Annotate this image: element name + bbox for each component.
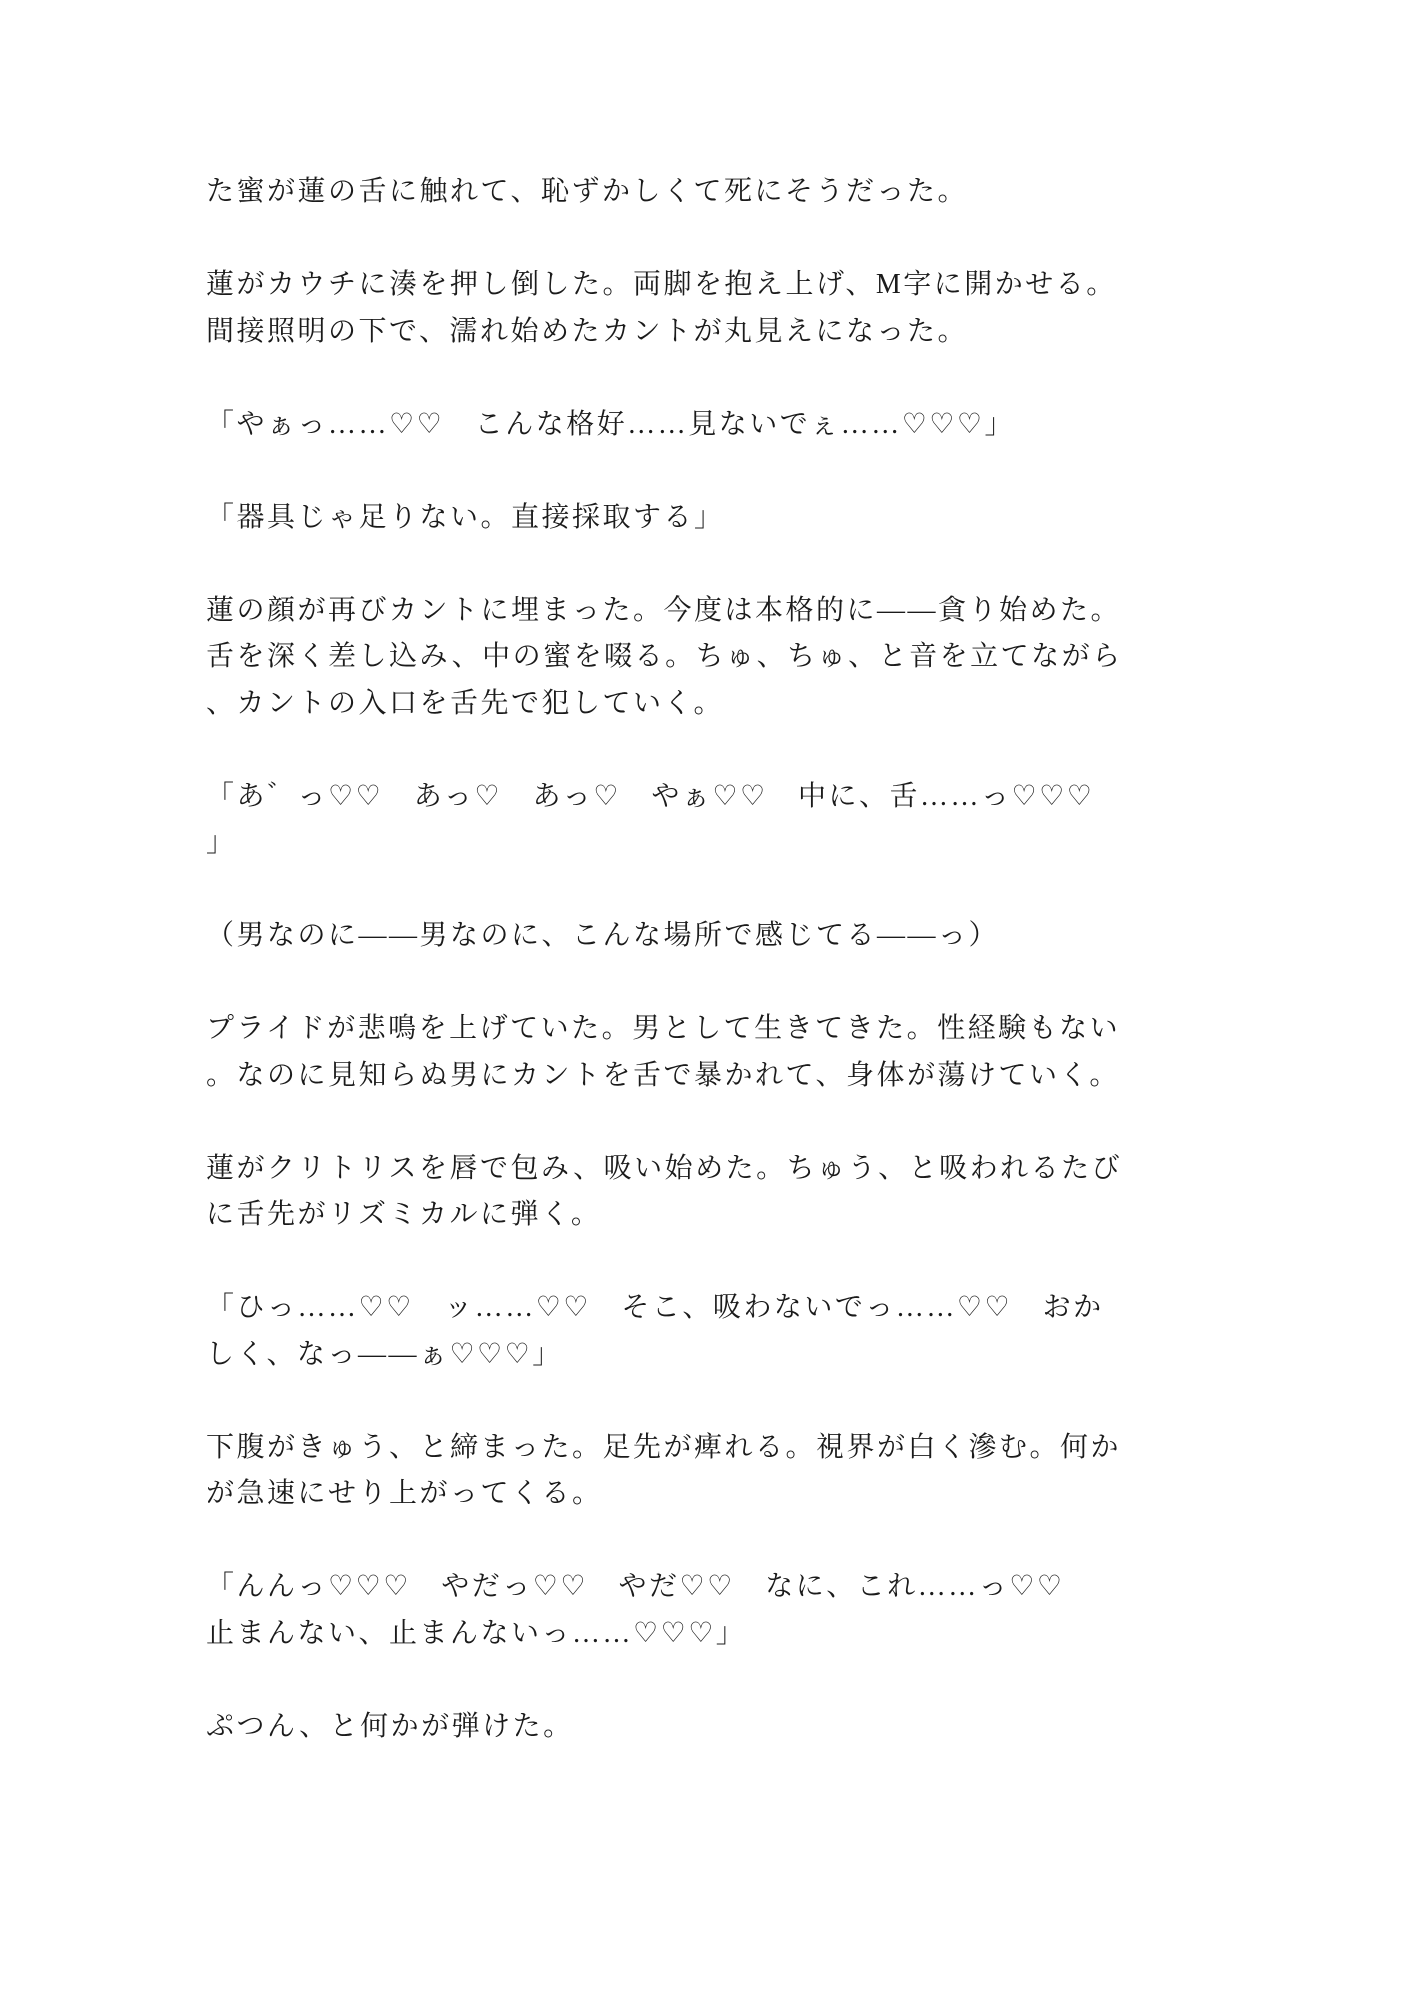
text-line: 蓮の顔が再びカントに埋まった。今度は本格的に——貪り始めた。 <box>206 594 1122 626</box>
paragraph-dialogue <box>206 774 1166 867</box>
paragraph-dialogue <box>206 1564 1166 1657</box>
text-line: 「やぁっ……♡♡ こんな格好……見ないでぇ……♡♡♡」 <box>206 408 1016 440</box>
paragraph <box>206 588 1166 728</box>
text-line: 蓮がカウチに湊を押し倒した。両脚を抱え上げ、M字に開かせる。 <box>206 269 1117 300</box>
text-line: 「ひっ……♡♡ ッ……♡♡ そこ、吸わないでっ……♡♡ おか <box>206 1292 1104 1323</box>
text-line: 「んんっ♡♡♡ やだっ♡♡ やだ♡♡ なに、これ……っ♡♡ <box>206 1571 1065 1602</box>
text-line: プライドが悲鳴を上げていた。男として生きてきた。性経験もない <box>206 1013 1121 1044</box>
text-line: 下腹がきゅう、と締まった。足先が痺れる。視界が白く滲む。何か <box>206 1431 1122 1463</box>
paragraph <box>206 1704 1166 1751</box>
text-line: しく、なっ——ぁ♡♡♡」 <box>206 1338 563 1370</box>
text-line: 。なのに見知らぬ男にカントを舌で暴かれて、身体が蕩けていく。 <box>206 1059 1120 1091</box>
text-line: 蓮がクリトリスを唇で包み、吸い始めた。ちゅう、と吸われるたび <box>206 1152 1123 1184</box>
text-line: （男なのに——男なのに、こんな場所で感じてる——っ） <box>206 920 1000 951</box>
text-line: ぷつん、と何かが弾けた。 <box>206 1710 574 1742</box>
text-line: 「あ゛っ♡♡ あっ♡ あっ♡ やぁ♡♡ 中に、舌……っ♡♡♡ <box>206 780 1095 812</box>
text-line: に舌先がリズミカルに弾く。 <box>206 1199 602 1230</box>
document-body <box>206 169 1166 1797</box>
paragraph <box>206 1006 1166 1099</box>
text-line: 」 <box>206 827 237 858</box>
paragraph <box>206 1425 1166 1518</box>
paragraph-inner-thought <box>206 913 1166 960</box>
paragraph <box>206 1146 1166 1239</box>
paragraph-dialogue <box>206 402 1166 449</box>
paragraph <box>206 169 1166 216</box>
text-line: 、カントの入口を舌先で犯していく。 <box>206 687 724 719</box>
paragraph-dialogue <box>206 495 1166 542</box>
paragraph <box>206 262 1166 355</box>
text-line: 間接照明の下で、濡れ始めたカントが丸見えになった。 <box>206 315 968 347</box>
text-line: 「器具じゃ足りない。直接採取する」 <box>206 501 725 533</box>
text-line: 止まんない、止まんないっ……♡♡♡」 <box>206 1617 747 1649</box>
paragraph-dialogue <box>206 1285 1166 1378</box>
text-line: 舌を深く差し込み、中の蜜を啜る。ちゅ、ちゅ、と音を立てながら <box>206 641 1123 672</box>
text-line: た蜜が蓮の舌に触れて、恥ずかしくて死にそうだった。 <box>206 176 968 207</box>
text-line: が急速にせり上がってくる。 <box>206 1478 603 1509</box>
